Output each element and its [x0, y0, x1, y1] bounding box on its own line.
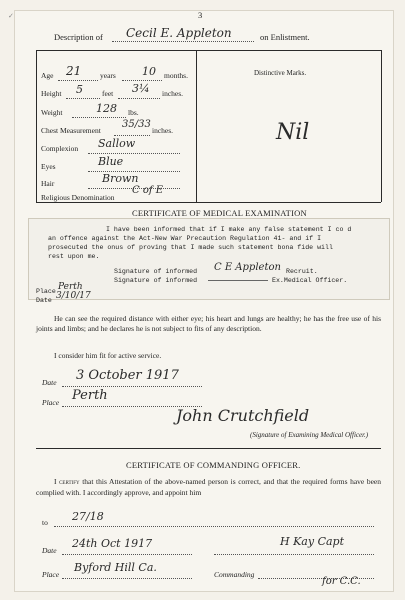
- distinctive-marks-label: Distinctive Marks.: [254, 69, 307, 77]
- commanding-paragraph-rest: that this Attestation of the above-named person is correct, and that the required forms have been complied with. I accordingly approve, and appoint him: [36, 477, 381, 497]
- description-label: Description of: [54, 32, 103, 42]
- date-value: 3/10/17: [56, 291, 91, 301]
- height-label: Height: [41, 89, 62, 98]
- recruit-suffix: Recruit.: [286, 268, 318, 275]
- eyes-label: Eyes: [41, 162, 56, 171]
- typed-line-2: an offence against the Act-New War Precaution Regulation 41- and if I: [48, 235, 322, 242]
- examiner-caption: (Signature of Examining Medical Officer.): [250, 431, 369, 439]
- place2-value: Perth: [72, 388, 108, 403]
- attestation-page: [8, 10, 394, 592]
- place-label: Place: [36, 288, 56, 295]
- religion-label: Religious Denomination: [41, 193, 115, 202]
- weight-label: Weight: [41, 108, 63, 117]
- eyes-value: Blue: [98, 155, 124, 168]
- cmd-signature: H Kay Capt: [280, 535, 345, 548]
- date-label: Date: [36, 297, 52, 304]
- cmd-date-value: 24th Oct 1917: [72, 537, 153, 550]
- complexion-label: Complexion: [41, 144, 79, 153]
- distinctive-marks-value: Nil: [276, 120, 310, 145]
- religion-value: C of E: [132, 185, 164, 196]
- recruit-signature: C E Appleton: [214, 262, 281, 273]
- date2-label: Date: [42, 378, 57, 387]
- cmd-date-label: Date: [42, 546, 57, 555]
- commanding-label: Commanding: [214, 570, 255, 579]
- chest-inches-label: inches.: [152, 126, 174, 135]
- chest-value: 35/33: [122, 119, 151, 130]
- hair-label: Hair: [41, 179, 55, 188]
- feet-label: feet: [102, 89, 114, 98]
- commanding-heading: CERTIFICATE OF COMMANDING OFFICER.: [126, 460, 301, 470]
- place-value: Perth: [58, 282, 83, 292]
- age-label: Age: [41, 71, 54, 80]
- months-label: months.: [164, 71, 188, 80]
- to-label: to: [42, 518, 48, 527]
- height-feet: 5: [76, 83, 83, 96]
- officer-signature-scribble: [208, 280, 268, 281]
- fit-statement: I consider him fit for active service.: [54, 351, 162, 360]
- officer-signature-label: Signature of informed: [114, 277, 198, 284]
- place2-label: Place: [42, 398, 60, 407]
- cmd-sig-suffix: for C.C.: [322, 576, 361, 587]
- certify-word: I certify: [54, 477, 80, 486]
- typed-statement-strip: [28, 218, 390, 300]
- weight-value: 128: [96, 102, 117, 115]
- cmd-place-label: Place: [42, 570, 60, 579]
- complexion-value: Sallow: [98, 137, 136, 150]
- years-label: years: [100, 71, 116, 80]
- on-enlistment-label: on Enlistment.: [260, 32, 310, 42]
- hair-value: Brown: [102, 172, 139, 185]
- commanding-paragraph: [36, 476, 381, 498]
- typed-line-1: I have been informed that if I make any false statement I co d: [106, 226, 352, 233]
- recruit-name: Cecil E. Appleton: [126, 26, 232, 40]
- corner-mark: ✓: [8, 12, 14, 20]
- medical-paragraph: He can see the required distance with either eye; his heart and lungs are healthy; he has the free use of his joints and limbs; and he declares he is not subject to fits of any description.: [36, 314, 381, 333]
- age-months: 10: [142, 65, 156, 78]
- typed-line-4: rest upon me.: [48, 253, 100, 260]
- examiner-signature: John Crutchfield: [176, 406, 310, 425]
- date2-value: 3 October 1917: [76, 368, 179, 383]
- height-inches: 3¼: [132, 82, 150, 95]
- chest-label: Chest Measurement: [41, 126, 101, 135]
- typed-line-3: prosecuted the onus of proving that I made such statement bona fide will: [48, 244, 333, 251]
- age-years: 21: [66, 64, 82, 78]
- inches-label: inches.: [162, 89, 184, 98]
- cmd-place-value: Byford Hill Ca.: [74, 561, 157, 574]
- medical-heading: CERTIFICATE OF MEDICAL EXAMINATION: [132, 208, 307, 218]
- page-number: 3: [198, 10, 203, 20]
- to-value: 27/18: [72, 510, 104, 523]
- recruit-signature-label: Signature of informed: [114, 268, 198, 275]
- officer-suffix: Ex.Medical Officer.: [272, 277, 348, 284]
- lbs-label: lbs.: [128, 108, 139, 117]
